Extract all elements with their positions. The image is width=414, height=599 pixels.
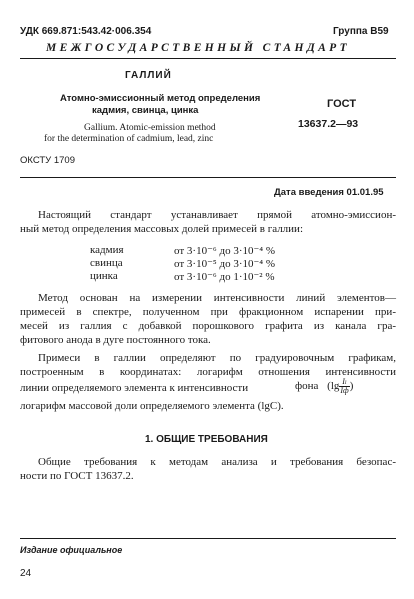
gost-number: 13637.2—93 (298, 118, 359, 130)
paragraph-3-line4: логарифм массовой доли определяемого элемента (lgC). (20, 400, 284, 412)
intensity-fraction (339, 378, 349, 395)
gost-label: ГОСТ (327, 98, 357, 110)
footer-divider (20, 538, 396, 539)
header-divider (20, 58, 396, 59)
udc-code: УДК 669.871:543.42·006.354 (20, 26, 152, 37)
paragraph-2-line1: Метод основан на измерении интенсивности линий элементов— (38, 292, 396, 304)
ru-title-line1: Атомно-эмиссионный метод определения (60, 93, 261, 104)
group-code: Группа В59 (333, 26, 389, 37)
paragraph-3-line3-text: линии определяемого элемента к интенсивности (20, 382, 249, 394)
element-name-cadmium: кадмия (90, 244, 124, 256)
official-edition-label: Издание официальное (20, 545, 123, 555)
element-range-zinc: от 3·10⁻⁶ до 1·10⁻² % (174, 271, 275, 283)
paragraph-1-line1: Настоящий стандарт устанавливает прямой атомно-эмиссион- (38, 209, 396, 221)
element-name-lead: свинца (90, 257, 123, 269)
en-title-line2: for the determination of cadmium, lead, zinc (44, 134, 214, 144)
background-label: фона (295, 380, 319, 393)
section-1-line2: ности по ГОСТ 13637.2. (20, 470, 134, 482)
page-number: 24 (20, 568, 32, 579)
fraction-numerator: Iₗ (339, 378, 349, 387)
section-1-line1: Общие требования к методам анализа и требования безопас- (38, 456, 396, 468)
paragraph-3-line3 (20, 382, 248, 394)
fraction-denominator: Iф (340, 386, 349, 395)
okstu-divider (20, 177, 396, 178)
ru-title-line2: кадмия, свинца, цинка (92, 105, 199, 116)
paragraph-2-line2: примесей в спектре, полученном при фракционном испарении при- (20, 306, 396, 318)
document-subject: ГАЛЛИЙ (125, 70, 172, 81)
standard-title: МЕЖГОСУДАРСТВЕННЫЙ СТАНДАРТ (46, 42, 351, 54)
element-range-cadmium: от 3·10⁻⁶ до 3·10⁻⁴ % (174, 245, 276, 257)
section-1-heading: 1. ОБЩИЕ ТРЕБОВАНИЯ (145, 434, 268, 445)
en-title-line1: Gallium. Atomic-emission method (84, 123, 216, 133)
element-name-zinc: цинка (90, 270, 118, 282)
paragraph-2-line3: месей из галлия с добавкой порошкового графита из канала гра- (20, 320, 396, 332)
paragraph-1-line2: ный метод определения массовых долей примесей в галлии: (20, 223, 304, 235)
paragraph-3-line2: построенным в координатах: логарифм отношения интенсивности (20, 366, 396, 378)
element-range-lead: от 3·10⁻⁵ до 3·10⁻⁴ % (174, 258, 276, 270)
okstu-code: ОКСТУ 1709 (20, 155, 75, 166)
formula-ratio: фона (lg $\frac{\text{Iₗ}}{Iф}$ ) (295, 377, 354, 395)
paragraph-3-line1: Примеси в галлии определяют по градуировочным графикам, (38, 352, 396, 364)
intro-date: Дата введения 01.01.95 (274, 187, 384, 198)
paragraph-2-line4: фитового анода в дуге постоянного тока. (20, 334, 211, 346)
